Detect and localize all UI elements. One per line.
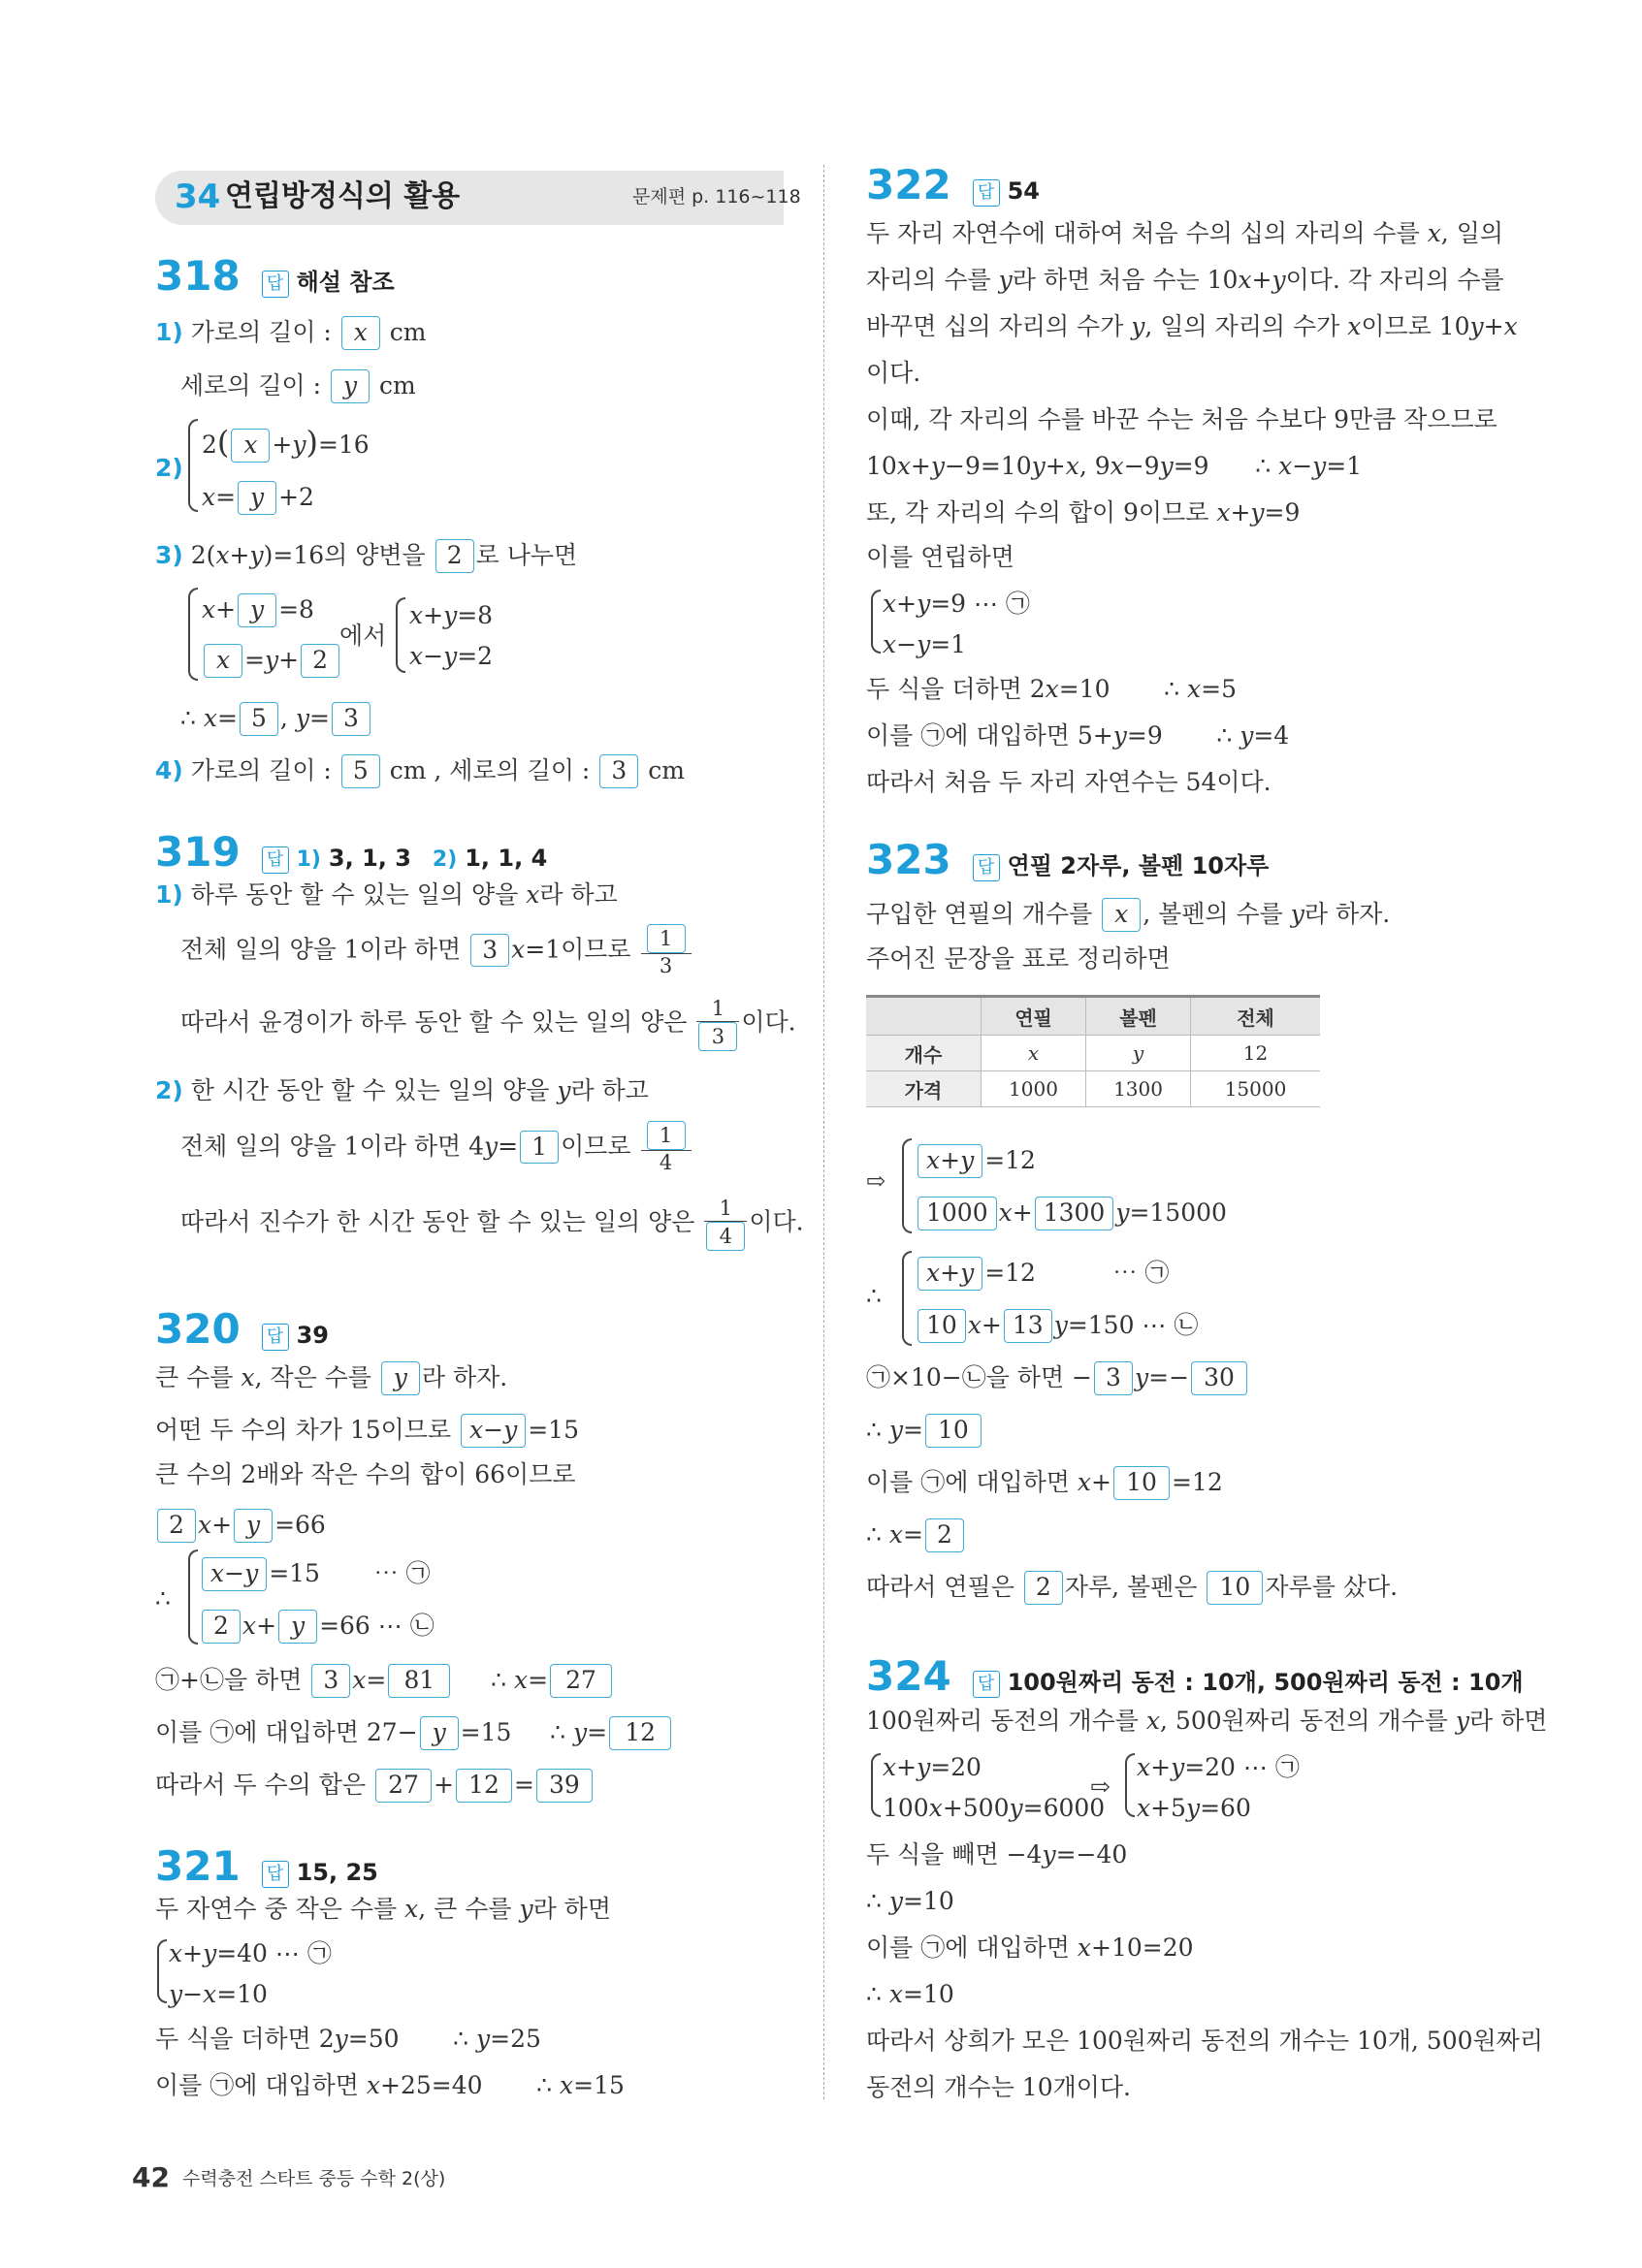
answer-badge: 답 <box>973 854 1000 881</box>
problem-319-header <box>155 828 548 876</box>
problem-322-header <box>866 161 1040 208</box>
text-line: 1) 하루 동안 할 수 있는 일의 양을 x라 하고 <box>155 880 618 909</box>
answer-badge: 답 <box>262 1324 289 1351</box>
equation-line: ㉠×10−㉡을 하면 − 3 y=− 30 <box>866 1361 1249 1395</box>
equation-line: x= y +2 <box>202 481 314 515</box>
row-header: 가격 <box>866 1071 982 1107</box>
equation-line: x+y =12 ⋯ ㉠ <box>916 1257 1169 1291</box>
equation-line: 10 x+ 13 y=150 ⋯ ㉡ <box>916 1309 1198 1343</box>
equation-brace <box>188 588 198 681</box>
therefore: ∴ <box>155 1584 171 1613</box>
problem-number: 320 <box>155 1305 241 1353</box>
answer-a: 3, 1, 3 <box>328 845 411 872</box>
text-line: 또, 각 자리의 수의 합이 9이므로 x+y=9 <box>866 498 1301 527</box>
equation-line: x =y+ 2 <box>202 644 341 678</box>
equation-brace <box>157 1939 167 2003</box>
equation-line: x+y=8 <box>409 601 494 629</box>
section-title: 연립방정식의 활용 <box>225 179 461 213</box>
answer-b-label: 2) <box>432 847 458 872</box>
answer-badge: 답 <box>262 847 289 874</box>
row-header: 개수 <box>866 1036 982 1071</box>
text-line: 구입한 연필의 개수를 x , 볼펜의 수를 y라 하자. <box>866 898 1390 932</box>
problem-number: 319 <box>155 828 241 876</box>
equation-brace <box>188 419 198 512</box>
table-cell: 15000 <box>1191 1071 1320 1107</box>
answer-text: 100원짜리 동전 : 10개, 500원짜리 동전 : 10개 <box>1007 1669 1524 1696</box>
table-cell: x <box>982 1036 1086 1071</box>
section-number: 34 <box>175 177 221 216</box>
equation-line: 전체 일의 양을 1이라 하면 4y= 1 이므로 $\frac{1}{4}$ <box>180 1121 693 1175</box>
equation-line: 2 x+ y =66 ⋯ ㉡ <box>200 1610 435 1644</box>
text-line: 자리의 수를 y라 하면 처음 수는 10x+y이다. 각 자리의 수를 <box>866 266 1504 294</box>
equation-line: x−y=1 <box>883 630 967 658</box>
arrow-icon: ⇨ <box>1090 1773 1111 1801</box>
header-cell: 볼펜 <box>1086 997 1191 1036</box>
equation-line: 이를 ㉠에 대입하면 5+y=9 ∴ y=4 <box>866 721 1290 750</box>
page-number: 42 <box>132 2161 170 2193</box>
equation-line: 전체 일의 양을 1이라 하면 3 x=1이므로 $\frac{1}{3}$ <box>180 924 693 978</box>
equation-brace <box>188 1549 198 1645</box>
text-line: 4) 가로의 길이 : 5 cm , 세로의 길이 : 3 cm <box>155 754 685 788</box>
equation-line: ∴ x=10 <box>866 1980 954 2008</box>
header-cell: 연필 <box>982 997 1086 1036</box>
header-cell <box>866 997 982 1036</box>
text-line: 어떤 두 수의 차가 15이므로 x−y =15 <box>155 1414 579 1448</box>
equation-line: ∴ x= 2 <box>866 1518 966 1552</box>
problem-number: 322 <box>866 161 951 208</box>
equation-line: 이를 ㉠에 대입하면 x+ 10 =12 <box>866 1466 1223 1500</box>
text-line: 따라서 윤경이가 하루 동안 할 수 있는 일의 양은 $\frac{1}{3}$ 이다. <box>180 997 796 1051</box>
equation-line: ㉠+㉡을 하면 3 x= 81 ∴ x= 27 <box>155 1664 614 1698</box>
text-line: 큰 수의 2배와 작은 수의 합이 66이므로 <box>155 1460 576 1488</box>
text-line: 두 자리 자연수에 대하여 처음 수의 십의 자리의 수를 x, 일의 <box>866 219 1503 247</box>
equation-line: 1000 x+ 1300 y=15000 <box>916 1197 1227 1230</box>
problem-number: 324 <box>866 1652 951 1700</box>
answer-text: 39 <box>296 1322 329 1349</box>
answer-badge: 답 <box>262 271 289 298</box>
equation-line: x+y =12 <box>916 1144 1036 1178</box>
text-line: 세로의 길이 : y cm <box>180 369 416 403</box>
arrow-icon: ⇨ <box>866 1167 886 1195</box>
column-divider <box>823 165 824 2099</box>
equation-brace <box>1125 1753 1135 1817</box>
problem-323-header <box>866 836 1270 883</box>
equation-line: x+y=20 <box>883 1753 982 1781</box>
text-line: 두 자연수 중 작은 수를 x, 큰 수를 y라 하면 <box>155 1895 611 1923</box>
equation-line: 이를 ㉠에 대입하면 x+25=40 ∴ x=15 <box>155 2071 625 2099</box>
text-line: 큰 수를 x, 작은 수를 y 라 하자. <box>155 1361 507 1395</box>
problem-number: 318 <box>155 252 241 300</box>
equation-line: 두 식을 더하면 2y=50 ∴ y=25 <box>155 2025 541 2053</box>
text-line: 1) 가로의 길이 : x cm <box>155 316 426 350</box>
equation-line: 10x+y−9=10y+x, 9x−9y=9 ∴ x−y=1 <box>866 452 1363 480</box>
equation-line: 100x+500y=6000 <box>883 1794 1106 1822</box>
item-label: 2) <box>155 454 183 482</box>
equation-line: 2( x +y)=16 <box>202 424 370 461</box>
text-line: 따라서 상희가 모은 100원짜리 동전의 개수는 10개, 500원짜리 <box>866 2027 1543 2055</box>
equation-line: x+5y=60 <box>1137 1794 1251 1822</box>
book-title: 수력충전 스타트 중등 수학 2(상) <box>182 2168 446 2189</box>
section-ref: 문제편 p. 116~118 <box>632 186 801 208</box>
equation-line: y−x=10 <box>169 1980 268 2008</box>
equation-line: 2 x+ y =66 <box>155 1509 326 1543</box>
equation-line: x−y =15 ⋯ ㉠ <box>200 1557 431 1591</box>
equation-line: 이를 ㉠에 대입하면 x+10=20 <box>866 1933 1194 1962</box>
problem-318-header <box>155 252 395 300</box>
text-line: 2) 한 시간 동안 할 수 있는 일의 양을 y라 하고 <box>155 1076 649 1104</box>
answer-badge: 답 <box>973 1671 1000 1698</box>
equation-line: x+y=9 ⋯ ㉠ <box>883 590 1030 618</box>
equation-line: x+y=20 ⋯ ㉠ <box>1137 1753 1300 1781</box>
problem-320-header <box>155 1305 329 1353</box>
table-cell: y <box>1086 1036 1191 1071</box>
equation-brace <box>871 590 881 654</box>
answer-badge: 답 <box>262 1861 289 1888</box>
text-line: 동전의 개수는 10개이다. <box>866 2073 1132 2101</box>
equation-line: 두 식을 더하면 2x=10 ∴ x=5 <box>866 675 1237 703</box>
answer-badge: 답 <box>973 179 1000 207</box>
text-line: 이를 연립하면 <box>866 543 1014 571</box>
problem-324-header <box>866 1652 1524 1700</box>
answer-b: 1, 1, 4 <box>465 845 548 872</box>
text-line: 주어진 문장을 표로 정리하면 <box>866 944 1171 973</box>
equation-line: ∴ y=10 <box>866 1887 954 1915</box>
text-line: 따라서 진수가 한 시간 동안 할 수 있는 일의 양은 $\frac{1}{4}$ 이다. <box>180 1197 804 1251</box>
answer-text: 15, 25 <box>296 1859 378 1886</box>
text-line: 바꾸면 십의 자리의 수가 y, 일의 자리의 수가 x이므로 10y+x <box>866 312 1518 340</box>
data-table <box>866 995 1320 1107</box>
text-line: 이때, 각 자리의 수를 바꾼 수는 처음 수보다 9만큼 작으므로 <box>866 405 1497 433</box>
equation-line: x+y=40 ⋯ ㉠ <box>169 1939 332 1967</box>
text-line: 에서 <box>339 622 387 650</box>
equation-brace <box>902 1138 912 1233</box>
problem-number: 321 <box>155 1842 241 1890</box>
equation-brace <box>902 1251 912 1346</box>
equation-line: x+ y =8 <box>202 593 314 627</box>
answer-a-label: 1) <box>296 847 321 872</box>
answer-text: 54 <box>1007 177 1040 205</box>
table-cell: 12 <box>1191 1036 1320 1071</box>
problem-321-header <box>155 1842 378 1890</box>
text-line: 따라서 처음 두 자리 자연수는 54이다. <box>866 768 1272 796</box>
table-cell: 1000 <box>982 1071 1086 1107</box>
equation-line: ∴ y= 10 <box>866 1414 983 1448</box>
equation-line: 따라서 두 수의 합은 27 + 12 = 39 <box>155 1769 595 1803</box>
equation-brace <box>396 597 405 673</box>
equation-line: 두 식을 빼면 −4y=−40 <box>866 1840 1128 1869</box>
equation-brace <box>871 1753 881 1817</box>
answer-text: 해설 참조 <box>296 269 395 296</box>
header-cell: 전체 <box>1191 997 1320 1036</box>
equation-line: ∴ x= 5 , y= 3 <box>180 702 372 736</box>
table-cell: 1300 <box>1086 1071 1191 1107</box>
therefore: ∴ <box>866 1282 882 1310</box>
text-line: 100원짜리 동전의 개수를 x, 500원짜리 동전의 개수를 y라 하면 <box>866 1707 1548 1735</box>
answer-text: 연필 2자루, 볼펜 10자루 <box>1007 852 1270 879</box>
text-line: 따라서 연필은 2 자루, 볼펜은 10 자루를 샀다. <box>866 1571 1398 1605</box>
equation-line: 이를 ㉠에 대입하면 27− y =15 ∴ y= 12 <box>155 1716 673 1750</box>
equation-line: x−y=2 <box>409 642 494 670</box>
text-line: 이다. <box>866 359 921 387</box>
text-line: 3) 2(x+y)=16의 양변을 2 로 나누면 <box>155 539 577 573</box>
problem-number: 323 <box>866 836 951 883</box>
